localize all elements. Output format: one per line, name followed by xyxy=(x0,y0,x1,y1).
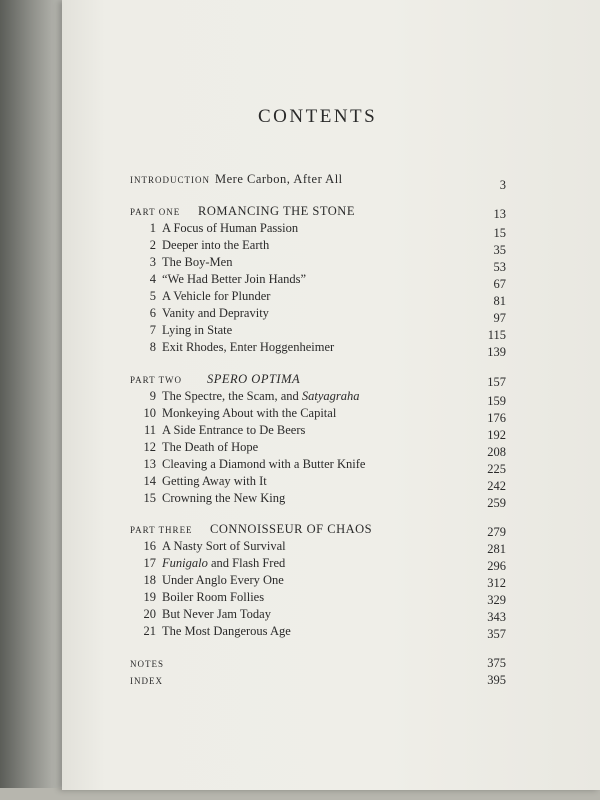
chapter-number: 19 xyxy=(143,590,156,604)
chapter-row xyxy=(62,624,600,642)
chapter-number: 17 xyxy=(143,556,156,570)
part-two-entry xyxy=(62,372,600,390)
chapter-row xyxy=(62,457,600,475)
chapter-title: Vanity and Depravity xyxy=(162,306,269,320)
chapter-row xyxy=(62,306,600,324)
chapter-row xyxy=(62,323,600,341)
index-entry xyxy=(62,673,600,691)
index-page: 395 xyxy=(487,673,506,687)
chapter-title: Under Anglo Every One xyxy=(162,573,284,587)
chapter-row xyxy=(62,238,600,256)
book-gutter xyxy=(0,0,70,800)
chapter-page: 192 xyxy=(487,428,506,442)
chapter-page: 67 xyxy=(493,277,506,291)
chapter-page: 242 xyxy=(487,479,506,493)
chapter-title-italic: Satyagraha xyxy=(301,389,360,403)
chapter-title-text: The Spectre, the Scam, and xyxy=(162,389,302,403)
part-two-title: SPERO OPTIMA xyxy=(207,372,301,386)
chapter-row xyxy=(62,474,600,492)
chapter-number: 20 xyxy=(143,607,156,621)
chapter-page: 139 xyxy=(487,345,506,359)
chapter-number: 7 xyxy=(149,323,156,337)
chapter-page: 115 xyxy=(487,328,506,342)
introduction-label: INTRODUCTION xyxy=(130,175,210,185)
part-one-label: PART ONE xyxy=(130,207,181,217)
chapter-number: 13 xyxy=(143,457,156,471)
chapter-row xyxy=(62,389,600,407)
chapter-number: 3 xyxy=(149,255,156,269)
part-three-title: CONNOISSEUR OF CHAOS xyxy=(210,522,373,536)
chapter-number: 16 xyxy=(143,539,156,553)
chapter-title: Deeper into the Earth xyxy=(162,238,270,252)
chapter-number: 5 xyxy=(149,289,156,303)
chapter-page: 81 xyxy=(493,294,506,308)
chapter-page: 296 xyxy=(487,559,506,573)
chapter-row xyxy=(62,539,600,557)
part-one-page: 13 xyxy=(493,207,506,221)
chapter-page: 208 xyxy=(487,445,506,459)
chapter-title-text: and Flash Fred xyxy=(207,556,286,570)
introduction-page: 3 xyxy=(499,178,506,192)
chapter-page: 225 xyxy=(487,462,506,476)
chapter-number: 10 xyxy=(143,406,156,420)
chapter-title xyxy=(162,556,285,571)
chapter-number: 8 xyxy=(149,340,156,354)
chapter-number: 11 xyxy=(143,423,156,437)
chapter-title: Crowning the New King xyxy=(162,491,286,505)
chapter-page: 329 xyxy=(487,593,506,607)
chapter-number: 21 xyxy=(143,624,156,638)
chapter-row xyxy=(62,423,600,441)
chapter-number: 2 xyxy=(149,238,156,252)
notes-page: 375 xyxy=(487,656,506,670)
chapter-row xyxy=(62,221,600,239)
chapter-page: 357 xyxy=(487,627,506,641)
chapter-page: 176 xyxy=(487,411,506,425)
chapter-number: 14 xyxy=(143,474,156,488)
chapter-title: Exit Rhodes, Enter Hoggenheimer xyxy=(162,340,335,354)
chapter-row xyxy=(62,272,600,290)
chapter-title xyxy=(162,389,360,404)
chapter-row xyxy=(62,590,600,608)
index-label: INDEX xyxy=(130,676,163,686)
chapter-page: 15 xyxy=(493,226,506,240)
chapter-number: 18 xyxy=(143,573,156,587)
chapter-page: 159 xyxy=(487,394,506,408)
chapter-row xyxy=(62,340,600,358)
chapter-page: 259 xyxy=(487,496,506,510)
introduction-page-row xyxy=(62,178,600,196)
chapter-title: The Death of Hope xyxy=(162,440,259,454)
chapter-title: A Focus of Human Passion xyxy=(162,221,299,235)
chapter-title: A Vehicle for Plunder xyxy=(162,289,271,303)
chapter-row xyxy=(62,491,600,509)
part-one-entry xyxy=(62,204,600,222)
chapter-number: 4 xyxy=(149,272,156,286)
chapter-row xyxy=(62,406,600,424)
chapter-title: Cleaving a Diamond with a Butter Knife xyxy=(162,457,366,471)
chapter-row xyxy=(62,556,600,574)
chapter-number: 12 xyxy=(143,440,156,454)
chapter-page: 35 xyxy=(493,243,506,257)
chapter-title: Lying in State xyxy=(162,323,233,337)
chapter-page: 312 xyxy=(487,576,506,590)
part-two-page: 157 xyxy=(487,375,506,389)
chapter-title: Monkeying About with the Capital xyxy=(162,406,337,420)
chapter-title: Boiler Room Follies xyxy=(162,590,265,604)
chapter-title: “We Had Better Join Hands” xyxy=(162,272,307,286)
chapter-number: 15 xyxy=(143,491,156,505)
part-three-label: PART THREE xyxy=(130,525,193,535)
part-one-title: ROMANCING THE STONE xyxy=(198,204,355,218)
notes-label: NOTES xyxy=(130,659,164,669)
chapter-row xyxy=(62,289,600,307)
book-page xyxy=(62,0,600,790)
chapter-row xyxy=(62,255,600,273)
part-three-entry xyxy=(62,522,600,540)
chapter-title: But Never Jam Today xyxy=(162,607,271,621)
chapter-title: Getting Away with It xyxy=(162,474,267,488)
chapter-number: 6 xyxy=(149,306,156,320)
chapter-row xyxy=(62,573,600,591)
chapter-title: A Nasty Sort of Survival xyxy=(162,539,286,553)
chapter-title: The Most Dangerous Age xyxy=(162,624,291,638)
chapter-title: The Boy-Men xyxy=(162,255,233,269)
chapter-page: 97 xyxy=(493,311,506,325)
part-two-label: PART TWO xyxy=(130,375,183,385)
introduction-title: Mere Carbon, After All xyxy=(215,172,343,186)
page-title: CONTENTS xyxy=(258,106,378,127)
chapter-page: 343 xyxy=(487,610,506,624)
chapter-title: A Side Entrance to De Beers xyxy=(162,423,306,437)
part-three-page: 279 xyxy=(487,525,506,539)
chapter-page: 281 xyxy=(487,542,506,556)
chapter-number: 1 xyxy=(149,221,156,235)
chapter-row xyxy=(62,440,600,458)
chapter-row xyxy=(62,607,600,625)
chapter-page: 53 xyxy=(493,260,506,274)
notes-entry xyxy=(62,656,600,674)
chapter-number: 9 xyxy=(149,389,156,403)
chapter-title-italic: Funigalo xyxy=(162,556,208,570)
